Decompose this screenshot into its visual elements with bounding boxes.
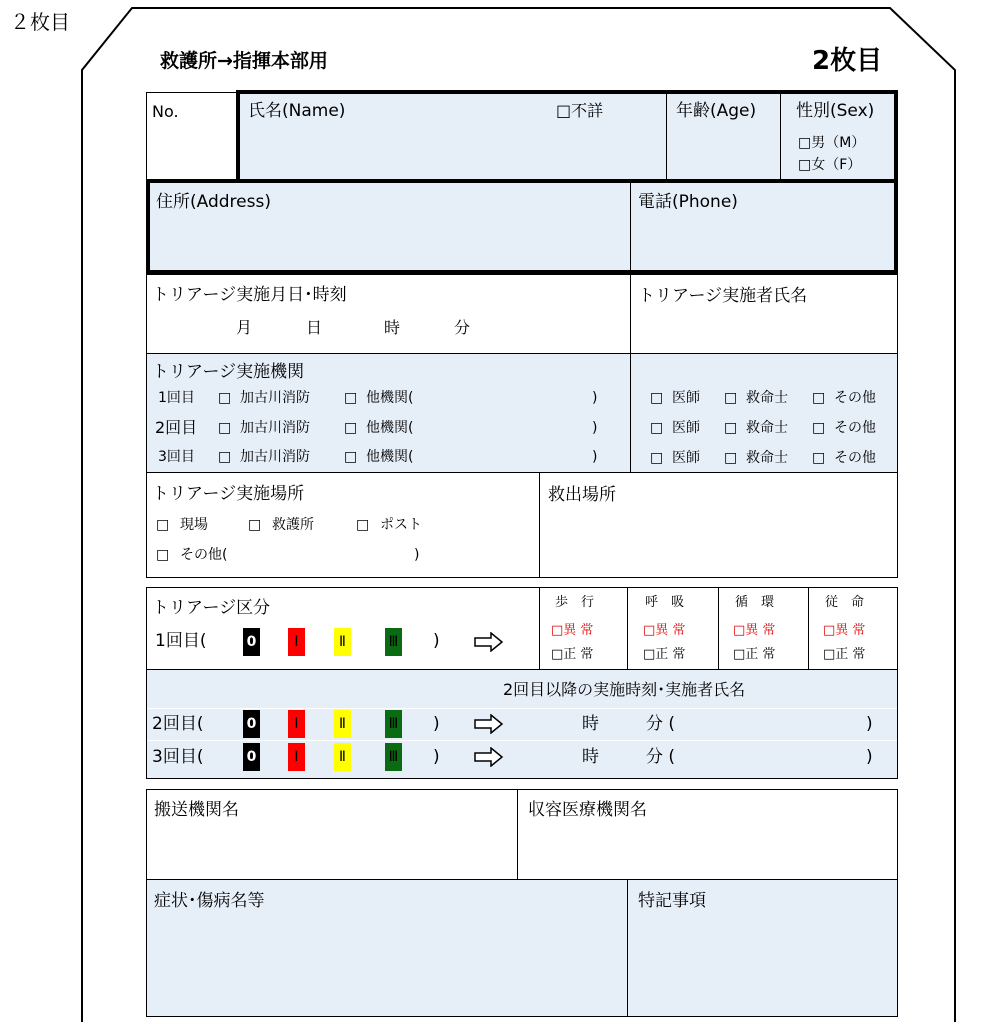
checkbox[interactable]: □ (218, 390, 232, 406)
role-doctor: 医師 (672, 390, 700, 406)
later-heading: 2回目以降の実施時刻･実施者氏名 (503, 680, 746, 699)
triage-tag-green[interactable]: Ⅲ (385, 710, 402, 738)
divider (718, 587, 719, 669)
checkbox[interactable]: □ (650, 420, 664, 436)
paren: ) (433, 714, 440, 734)
checkbox[interactable]: □ (156, 517, 170, 533)
location-post: ポスト (380, 517, 422, 533)
divider (517, 789, 518, 880)
unknown-checkbox[interactable]: □不詳 (556, 101, 604, 120)
arrow-icon (474, 747, 504, 767)
transport-box (146, 789, 898, 880)
second-round-label: 2回目( (152, 714, 204, 734)
triage-tag-red[interactable]: Ⅰ (288, 743, 305, 771)
checkbox[interactable]: □ (218, 449, 232, 465)
checkbox[interactable]: □ (344, 390, 358, 406)
arrow-icon (474, 632, 504, 652)
role-other: その他 (834, 420, 876, 436)
rescue-location-label: 救出場所 (548, 485, 616, 505)
first-round-label: 1回目( (155, 631, 207, 651)
checkbox[interactable]: □ (812, 390, 826, 406)
other-agency-label: 他機関( (366, 449, 414, 465)
form-title: 救護所→指揮本部用 (160, 50, 328, 72)
role-paramedic: 救命士 (746, 420, 788, 436)
walk-abnormal[interactable]: □異 常 (551, 623, 594, 638)
month-label: 月 (236, 318, 253, 337)
divider (630, 182, 631, 272)
divider (630, 353, 631, 473)
symptom-label: 症状･傷病名等 (154, 891, 265, 911)
day-label: 日 (306, 318, 323, 337)
checkbox[interactable]: □ (724, 420, 738, 436)
location-other: その他( (180, 547, 228, 563)
arrow-icon (474, 714, 504, 734)
later-hour-label: 時 (582, 714, 599, 734)
obey-abnormal[interactable]: □異 常 (823, 623, 866, 638)
triage-tag-black[interactable]: 0 (243, 628, 260, 656)
divider (808, 587, 809, 669)
later-minute-label: 分 ( (646, 714, 676, 734)
circulation-abnormal[interactable]: □異 常 (733, 623, 776, 638)
paren: ) (592, 390, 598, 406)
kakogawa-label: 加古川消防 (240, 449, 310, 465)
later-hour-label: 時 (582, 747, 599, 767)
age-label: 年齢(Age) (676, 101, 757, 121)
paren: ) (866, 747, 873, 767)
triage-tag-red[interactable]: Ⅰ (288, 710, 305, 738)
triage-time-label: トリアージ実施月日･時刻 (152, 285, 347, 305)
divider (627, 587, 628, 669)
third-round-label: 3回目( (152, 747, 204, 767)
role-doctor: 医師 (672, 420, 700, 436)
sheet-number: 2枚目 (812, 46, 883, 76)
divider (666, 94, 667, 181)
checkbox[interactable]: □ (724, 450, 738, 466)
triage-tag-black[interactable]: 0 (243, 710, 260, 738)
checkbox[interactable]: □ (650, 390, 664, 406)
triage-tag-yellow[interactable]: Ⅱ (334, 628, 351, 656)
checkbox[interactable]: □ (812, 420, 826, 436)
male-checkbox[interactable]: □男（M） (798, 135, 866, 151)
paren: ) (592, 449, 598, 465)
triage-person-label: トリアージ実施者氏名 (638, 286, 808, 306)
address-label: 住所(Address) (156, 192, 271, 212)
later-minute-label: 分 ( (646, 747, 676, 767)
divider (539, 472, 540, 578)
hour-label: 時 (384, 318, 401, 337)
paren: ) (433, 747, 440, 767)
obey-normal[interactable]: □正 常 (823, 647, 866, 662)
checkbox[interactable]: □ (156, 547, 170, 563)
circulation-normal[interactable]: □正 常 (733, 647, 776, 662)
check-title-obey: 従 命 (825, 595, 865, 610)
role-paramedic: 救命士 (746, 450, 788, 466)
checkbox[interactable]: □ (356, 517, 370, 533)
triage-tag-red[interactable]: Ⅰ (288, 628, 305, 656)
location-aid-station: 救護所 (272, 517, 314, 533)
triage-tag-green[interactable]: Ⅲ (385, 743, 402, 771)
triage-tag-black[interactable]: 0 (243, 743, 260, 771)
divider (630, 274, 631, 354)
no-label: No. (152, 102, 179, 121)
role-other: その他 (834, 450, 876, 466)
breath-abnormal[interactable]: □異 常 (643, 623, 686, 638)
role-other: その他 (834, 390, 876, 406)
check-title-circulation: 循 環 (735, 595, 775, 610)
checkbox[interactable]: □ (248, 517, 262, 533)
phone-label: 電話(Phone) (638, 192, 738, 212)
other-agency-label: 他機関( (366, 390, 414, 406)
divider (147, 740, 897, 741)
notes-label: 特記事項 (638, 891, 706, 911)
location-scene: 現場 (180, 517, 208, 533)
category-label: トリアージ区分 (152, 598, 271, 618)
institution-label: トリアージ実施機関 (152, 362, 305, 382)
divider (627, 879, 628, 1017)
check-title-breath: 呼 吸 (645, 595, 685, 610)
checkbox[interactable]: □ (812, 450, 826, 466)
kakogawa-label: 加古川消防 (240, 390, 310, 406)
triage-tag-yellow[interactable]: Ⅱ (334, 743, 351, 771)
inst-round-1: 1回目 (158, 390, 195, 406)
sex-label: 性別(Sex) (796, 101, 875, 121)
name-label: 氏名(Name) (248, 101, 346, 121)
divider (780, 94, 781, 181)
paren: ) (592, 420, 598, 436)
triage-tag-green[interactable]: Ⅲ (385, 628, 402, 656)
divider (147, 669, 897, 670)
checkbox[interactable]: □ (344, 420, 358, 436)
paren: ) (414, 547, 420, 563)
minute-label: 分 (454, 318, 471, 337)
other-agency-label: 他機関( (366, 420, 414, 436)
walk-normal[interactable]: □正 常 (551, 647, 594, 662)
corner-label: ２枚目 (10, 10, 70, 34)
triage-tag-yellow[interactable]: Ⅱ (334, 710, 351, 738)
inst-round-3: 3回目 (158, 449, 195, 465)
checkbox[interactable]: □ (724, 390, 738, 406)
transport-label: 搬送機関名 (154, 800, 239, 820)
checkbox[interactable]: □ (218, 420, 232, 436)
checkbox[interactable]: □ (650, 450, 664, 466)
paren: ) (866, 714, 873, 734)
location-label: トリアージ実施場所 (152, 484, 305, 504)
female-checkbox[interactable]: □女（F） (798, 157, 862, 173)
inst-round-2: 2回目 (155, 418, 198, 437)
kakogawa-label: 加古川消防 (240, 420, 310, 436)
divider (147, 708, 897, 709)
divider (539, 587, 540, 669)
breath-normal[interactable]: □正 常 (643, 647, 686, 662)
hospital-label: 収容医療機関名 (528, 800, 647, 820)
check-title-walk: 歩 行 (555, 595, 595, 610)
role-paramedic: 救命士 (746, 390, 788, 406)
paren: ) (433, 631, 440, 651)
role-doctor: 医師 (672, 450, 700, 466)
checkbox[interactable]: □ (344, 449, 358, 465)
